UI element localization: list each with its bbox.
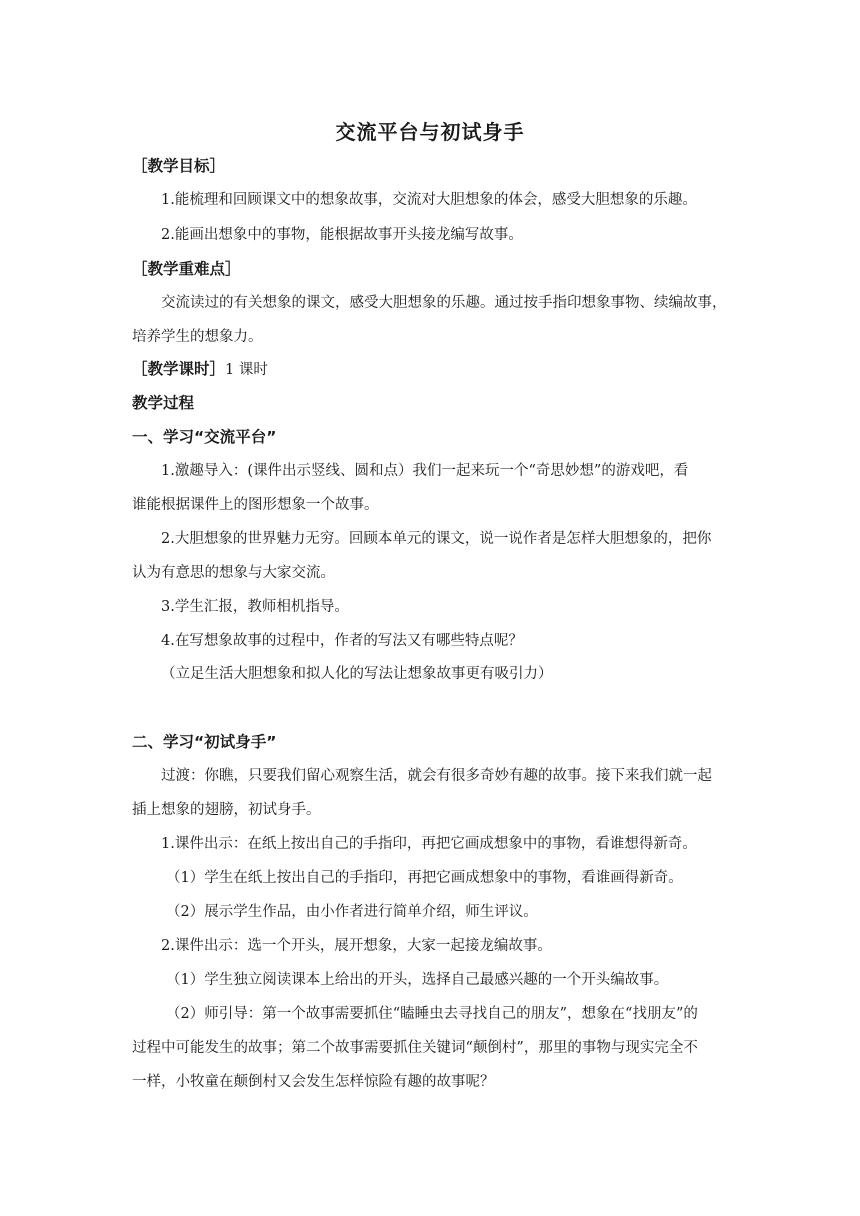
part-1-item-4: 4.在写想象故事的过程中，作者的写法又有哪些特点呢？: [161, 633, 523, 649]
part-2-item-1-a: （1）学生在纸上按出自己的手指印，再把它画成想象中的事物，看谁画得新奇。: [166, 870, 683, 886]
key-points-line-1: 交流读过的有关想象的课文，感受大胆想象的乐趣。通过按手指印想象事物、续编故事，: [161, 295, 727, 311]
part-2-item-2: 2.课件出示：选一个开头，展开想象，大家一起接龙编故事。: [161, 938, 552, 954]
part-1-item-2-line-1: 2.大胆想象的世界魅力无穷。回顾本单元的课文，说一说作者是怎样大胆想象的，把你: [161, 531, 712, 547]
part-1-item-2-line-2: 认为有意思的想象与大家交流。: [132, 565, 335, 581]
part-1-item-3: 3.学生汇报，教师相机指导。: [161, 599, 349, 615]
goal-1: 1.能梳理和回顾课文中的想象故事，交流对大胆想象的体会，感受大胆想象的乐趣。: [161, 192, 697, 208]
class-hours-value: 1 课时: [225, 362, 268, 378]
class-hours: [132, 359, 732, 380]
part-1-item-1-line-1: 1.激趣导入：(课件出示竖线、圆和点）我们一起来玩一个“奇思妙想”的游戏吧，看: [161, 463, 689, 479]
part-2-intro-line-1: 过渡：你瞧，只要我们留心观察生活，就会有很多奇妙有趣的故事。接下来我们就一起: [161, 768, 712, 784]
part-2-item-1: 1.课件出示：在纸上按出自己的手指印，再把它画成想象中的事物，看谁想得新奇。: [161, 836, 697, 852]
part-2-heading: 二、学习“初试身手”: [132, 733, 277, 751]
part-2-item-2-b-line-1: （2）师引导：第一个故事需要抓住“瞌睡虫去寻找自己的朋友”，想象在“找朋友”的: [166, 1006, 698, 1022]
part-2-item-2-b-line-2: 过程中可能发生的故事；第二个故事需要抓住关键词“颠倒村”，那里的事物与现实完全不: [132, 1040, 698, 1056]
part-2-item-2-b-line-3: 一样，小牧童在颠倒村又会发生怎样惊险有趣的故事呢？: [132, 1074, 495, 1090]
goal-2: 2.能画出想象中的事物，能根据故事开头接龙编写故事。: [161, 227, 523, 243]
part-2-item-1-b: （2）展示学生作品，由小作者进行简单介绍，师生评议。: [166, 904, 538, 920]
process-heading: 教学过程: [132, 394, 195, 412]
part-1-heading: 一、学习“交流平台”: [132, 428, 277, 446]
class-hours-heading: ［教学课时］: [132, 360, 226, 378]
key-points-line-2: 培养学生的想象力。: [132, 329, 263, 345]
part-1-item-4-note: （立足生活大胆想象和拟人化的写法让想象故事更有吸引力）: [161, 666, 553, 682]
part-1-item-1-line-2: 谁能根据课件上的图形想象一个故事。: [132, 497, 379, 513]
goals-heading: ［教学目标］: [132, 157, 226, 175]
part-2-item-2-a: （1）学生独立阅读课本上给出的开头，选择自己最感兴趣的一个开头编故事。: [166, 972, 669, 988]
page-title: 交流平台与初试身手: [335, 120, 525, 144]
part-2-intro-line-2: 插上想象的翅膀，初试身手。: [132, 802, 321, 818]
key-points-heading: ［教学重难点］: [132, 260, 241, 278]
